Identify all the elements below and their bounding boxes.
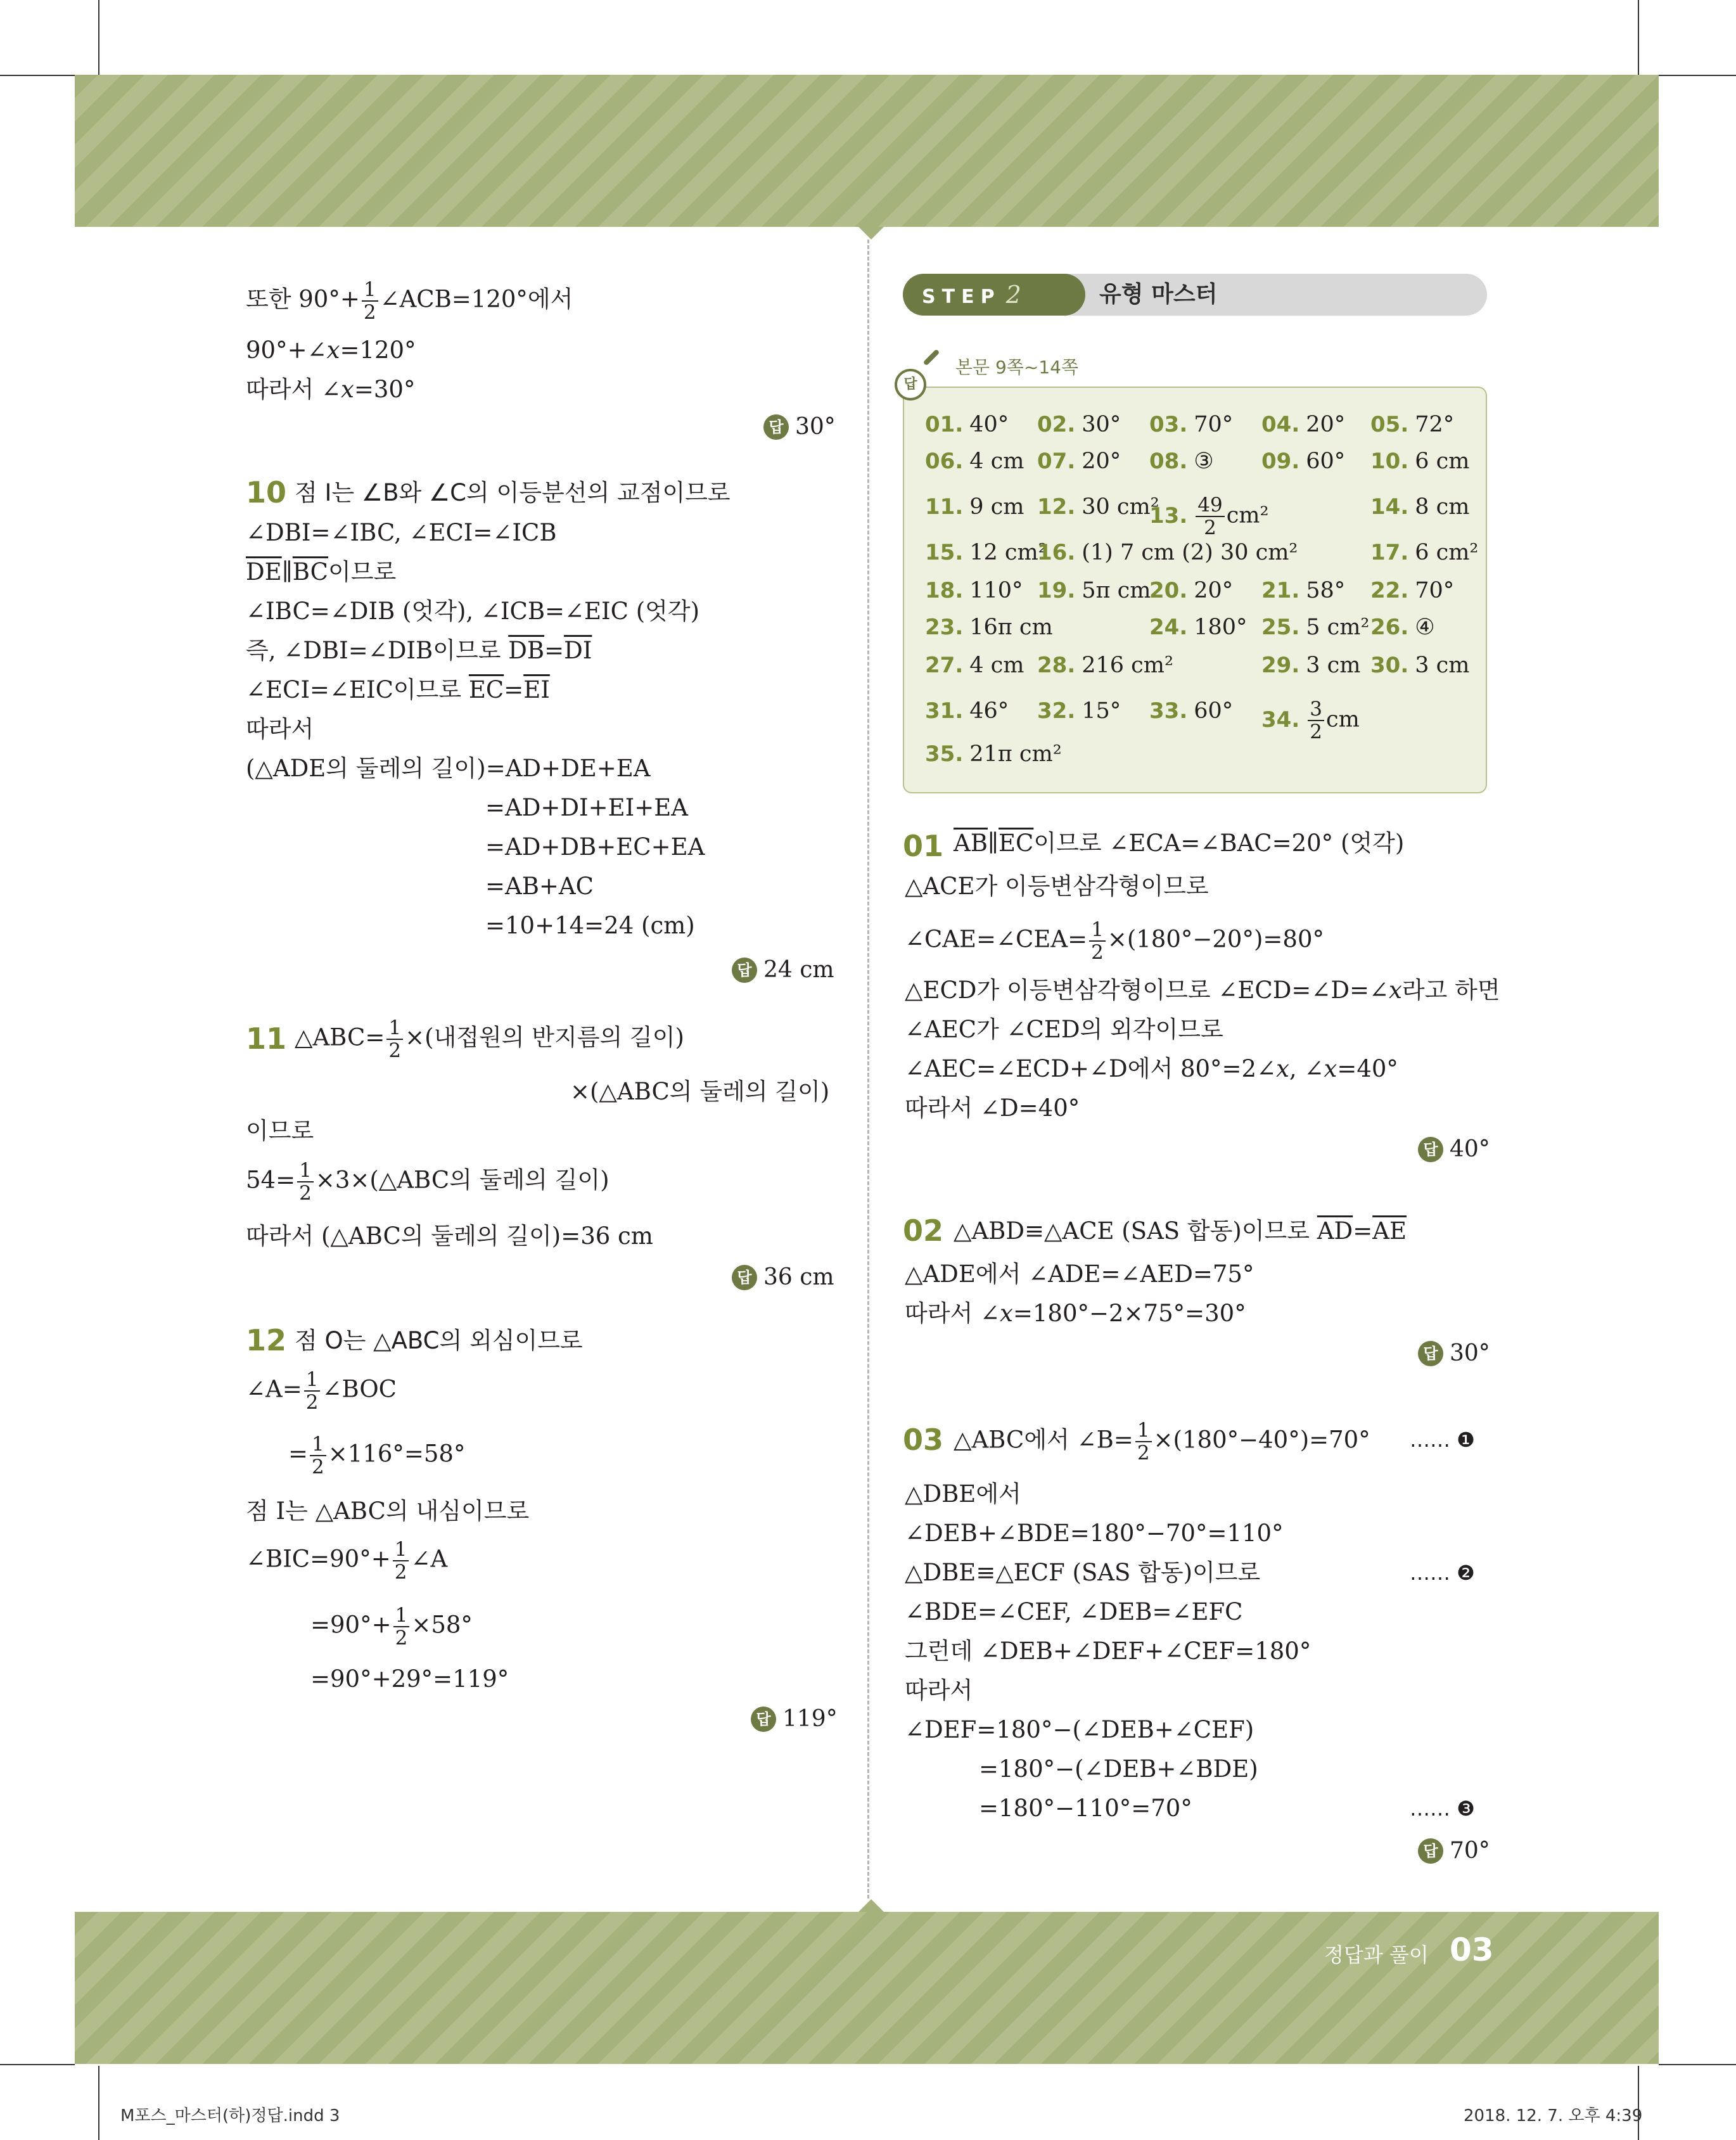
solution-line: 즉, ∠DBI=∠DIB이므로 $\overline{DB}=\overline{DI}$ bbox=[246, 637, 592, 664]
answer-item: 14. 8 cm bbox=[1370, 494, 1470, 520]
solution-line: ∠A= $\frac{1}{2}$ ∠BOC bbox=[246, 1368, 397, 1414]
solution-line: △ADE에서 ∠ADE=∠AED=75° bbox=[905, 1260, 1254, 1288]
answer-item: 03. 70° bbox=[1149, 412, 1234, 437]
answer-badge-icon: 답 bbox=[1418, 1838, 1443, 1864]
solution-line: ∠AEC=∠ECD+∠D에서 80°=2∠𝑥, ∠𝑥=40° bbox=[905, 1055, 1398, 1082]
solution-line: △ABD≡△ACE (SAS 합동)이므로 $\overline{AD}=\overline{AE}$ bbox=[954, 1217, 1407, 1245]
fraction: $\frac{1}{2}$ bbox=[393, 1539, 409, 1583]
solution-line: 그런데 ∠DEB+∠DEF+∠CEF=180° bbox=[905, 1637, 1312, 1665]
answer-mark: 답 36 cm bbox=[732, 1264, 834, 1290]
solution-line: = $\frac{1}{2}$ ×116°=58° bbox=[288, 1433, 466, 1479]
solution-line: $\overline{DE}\parallel\overline{BC}$이므로 bbox=[246, 558, 397, 586]
step-header bbox=[903, 274, 1487, 316]
answer-item: 04. 20° bbox=[1261, 412, 1346, 437]
answer-item: 23. 16π cm bbox=[925, 615, 1053, 640]
answer-mark: 답 70° bbox=[1418, 1838, 1490, 1864]
answer-item: 21. 58° bbox=[1261, 578, 1346, 603]
solution-line: 따라서 ∠D=40° bbox=[905, 1094, 1080, 1122]
solution-line: ∠ECI=∠EIC이므로 $\overline{EC}=\overline{EI}$ bbox=[246, 676, 550, 703]
problem-number: 03 bbox=[903, 1423, 944, 1457]
solution-line: ∠DEF=180°−(∠DEB+∠CEF) bbox=[905, 1716, 1254, 1743]
solution-line: ∠DBI=∠IBC, ∠ECI=∠ICB bbox=[246, 519, 557, 546]
answer-item: 34. $\frac{3}{2}$ cm bbox=[1261, 698, 1360, 744]
solution-line: =90°+ $\frac{1}{2}$ ×58° bbox=[310, 1604, 473, 1650]
answer-item: 15. 12 cm² bbox=[925, 540, 1047, 565]
answer-mark: 답 119° bbox=[751, 1706, 838, 1732]
solution-line: =AB+AC bbox=[485, 873, 594, 900]
answer-mark: 답 30° bbox=[763, 414, 836, 440]
solution-line: =180°−110°=70° bbox=[979, 1795, 1192, 1822]
problem-number: 12 bbox=[246, 1323, 287, 1357]
answer-item: 01. 40° bbox=[925, 412, 1009, 437]
solution-line: ∠BDE=∠CEF, ∠DEB=∠EFC bbox=[905, 1598, 1243, 1625]
solution-line: ∠BIC=90°+ $\frac{1}{2}$ ∠A bbox=[246, 1538, 448, 1584]
crop-mark bbox=[1659, 75, 1736, 76]
answer-item: 28. 216 cm² bbox=[1037, 653, 1173, 678]
fraction: $\frac{1}{2}$ bbox=[297, 1160, 314, 1204]
solution-line: =AD+DB+EC+EA bbox=[485, 833, 705, 861]
solution-line: (△ADE의 둘레의 길이)=AD+DE+EA bbox=[246, 755, 651, 782]
answer-item: 05. 72° bbox=[1370, 412, 1455, 437]
solution-line: ∠CAE=∠CEA= $\frac{1}{2}$ ×(180°−20°)=80° bbox=[905, 918, 1324, 964]
solution-line: =AD+DI+EI+EA bbox=[485, 794, 689, 821]
answer-item: 30. 3 cm bbox=[1370, 653, 1470, 678]
solution-line: =180°−(∠DEB+∠BDE) bbox=[979, 1755, 1258, 1783]
solution-line: 점 I는 △ABC의 내심이므로 bbox=[246, 1497, 530, 1525]
answer-item: 07. 20° bbox=[1037, 449, 1121, 474]
answer-item: 10. 6 cm bbox=[1370, 449, 1470, 474]
fraction: $\frac{1}{2}$ bbox=[362, 279, 378, 323]
solution-line: 54= $\frac{1}{2}$ ×3×(△ABC의 둘레의 길이) bbox=[246, 1159, 610, 1205]
crop-mark bbox=[0, 2064, 75, 2065]
footer-label: 정답과 풀이 bbox=[1324, 1943, 1429, 1967]
crop-mark bbox=[1638, 0, 1639, 75]
answer-badge-icon: 답 bbox=[732, 958, 757, 983]
solution-line: ∠AEC가 ∠CED의 외각이므로 bbox=[905, 1016, 1223, 1043]
crop-mark bbox=[0, 75, 75, 76]
answer-item: 11. 9 cm bbox=[925, 494, 1024, 520]
bottom-footer-band bbox=[75, 1912, 1659, 2064]
solution-line: 따라서 bbox=[246, 715, 314, 743]
fraction: $\frac{1}{2}$ bbox=[1089, 919, 1106, 963]
file-slug: M포스_마스터(하)정답.indd 3 bbox=[120, 2106, 340, 2125]
answer-mark: 답 24 cm bbox=[732, 957, 834, 983]
solution-line: ∠DEB+∠BDE=180°−70°=110° bbox=[905, 1520, 1284, 1547]
print-timestamp: 2018. 12. 7. 오후 4:39 bbox=[1464, 2106, 1643, 2125]
top-notch bbox=[858, 227, 884, 240]
solution-line: 90°+∠𝑥=120° bbox=[246, 336, 416, 364]
fraction: $\frac{1}{2}$ bbox=[386, 1017, 403, 1061]
answer-item: 27. 4 cm bbox=[925, 653, 1024, 678]
problem-text: 점 O는 △ABC의 외심이므로 bbox=[295, 1327, 583, 1354]
solution-line: 따라서 bbox=[905, 1677, 973, 1704]
step-marker: …… ❷ bbox=[1410, 1561, 1475, 1585]
answer-magnifier-icon: 답 bbox=[895, 369, 926, 400]
problem-text: 점 I는 ∠B와 ∠C의 이등분선의 교점이므로 bbox=[295, 479, 731, 506]
solution-line: △DBE에서 bbox=[905, 1480, 1021, 1508]
solution-line: 따라서 ∠𝑥=180°−2×75°=30° bbox=[905, 1300, 1246, 1327]
problem-number: 11 bbox=[246, 1022, 287, 1056]
problem-number: 02 bbox=[903, 1214, 944, 1248]
answer-item: 26. ④ bbox=[1370, 615, 1435, 640]
fraction: $\frac{3}{2}$ bbox=[1308, 698, 1324, 743]
step-marker: …… ❸ bbox=[1410, 1797, 1475, 1821]
solution-line: △ABC= $\frac{1}{2}$ ×(내접원의 반지름의 길이) bbox=[295, 1016, 684, 1063]
step-title: 유형 마스터 bbox=[1099, 281, 1218, 307]
crop-mark bbox=[98, 2066, 99, 2140]
answer-item: 17. 6 cm² bbox=[1370, 540, 1479, 565]
answer-item: 33. 60° bbox=[1149, 698, 1234, 724]
answer-item: 25. 5 cm² bbox=[1261, 615, 1370, 640]
answer-item: 29. 3 cm bbox=[1261, 653, 1361, 678]
step-marker: …… ❶ bbox=[1410, 1428, 1475, 1452]
solution-line: △ACE가 이등변삼각형이므로 bbox=[905, 873, 1209, 900]
solution-line: 또한 90°+ $\frac{1}{2}$ ∠ACB=120°에서 bbox=[246, 278, 573, 324]
step-pill: STEP 2 bbox=[903, 274, 1085, 316]
solution-line: ×(△ABC의 둘레의 길이) bbox=[570, 1078, 830, 1105]
crop-mark bbox=[1659, 2064, 1736, 2065]
answer-badge-icon: 답 bbox=[1418, 1137, 1443, 1162]
solution-line: 따라서 ∠𝑥=30° bbox=[246, 376, 416, 403]
answer-badge-icon: 답 bbox=[751, 1707, 776, 1732]
answer-item: 20. 20° bbox=[1149, 578, 1234, 603]
answer-mark: 답 30° bbox=[1418, 1340, 1490, 1366]
crop-mark bbox=[98, 0, 99, 75]
problem-number: 10 bbox=[246, 475, 287, 509]
solution-line: $\overline{AB}\parallel\overline{EC}$이므로 ∠ECA=∠BAC=20° (엇각) bbox=[954, 830, 1405, 857]
answer-item: 31. 46° bbox=[925, 698, 1009, 724]
answer-item: 16. (1) 7 cm (2) 30 cm² bbox=[1037, 540, 1298, 565]
solution-line: ∠IBC=∠DIB (엇각), ∠ICB=∠EIC (엇각) bbox=[246, 598, 700, 625]
page-number: 03 bbox=[1450, 1932, 1494, 1968]
solution-line: △DBE≡△ECF (SAS 합동)이므로 bbox=[905, 1559, 1261, 1586]
answer-item: 35. 21π cm² bbox=[925, 741, 1062, 767]
answer-item: 08. ③ bbox=[1149, 449, 1214, 474]
top-header-band bbox=[75, 75, 1659, 227]
answer-badge-icon: 답 bbox=[732, 1265, 757, 1290]
answer-item: 09. 60° bbox=[1261, 449, 1346, 474]
answer-item: 32. 15° bbox=[1037, 698, 1121, 724]
answer-mark: 답 40° bbox=[1418, 1136, 1490, 1162]
answer-item: 22. 70° bbox=[1370, 578, 1455, 603]
column-divider bbox=[867, 240, 869, 1899]
answer-item: 13. $\frac{49}{2}$ cm² bbox=[1149, 494, 1269, 540]
magnifier-handle-icon bbox=[923, 349, 940, 366]
answer-badge-icon: 답 bbox=[1418, 1341, 1443, 1366]
fraction: $\frac{1}{2}$ bbox=[393, 1605, 410, 1649]
solution-line: =90°+29°=119° bbox=[310, 1665, 509, 1693]
fraction: $\frac{1}{2}$ bbox=[1135, 1419, 1152, 1464]
answer-item: 19. 5π cm bbox=[1037, 578, 1151, 603]
solution-line: △ABC에서 ∠B= $\frac{1}{2}$ ×(180°−40°)=70° bbox=[954, 1419, 1370, 1465]
fraction: $\frac{1}{2}$ bbox=[310, 1433, 326, 1478]
answer-item: 18. 110° bbox=[925, 578, 1023, 603]
bottom-notch bbox=[858, 1899, 884, 1912]
answer-item: 02. 30° bbox=[1037, 412, 1121, 437]
solution-line: 이므로 bbox=[246, 1117, 314, 1144]
solution-line: 따라서 (△ABC의 둘레의 길이)=36 cm bbox=[246, 1222, 653, 1250]
solution-line: =10+14=24 (cm) bbox=[485, 912, 695, 939]
answer-item: 06. 4 cm bbox=[925, 449, 1024, 474]
fraction: $\frac{1}{2}$ bbox=[304, 1369, 321, 1413]
answer-item: 12. 30 cm² bbox=[1037, 494, 1159, 520]
fraction: $\frac{49}{2}$ bbox=[1196, 494, 1224, 539]
solution-line: △ECD가 이등변삼각형이므로 ∠ECD=∠D=∠𝑥라고 하면 bbox=[905, 977, 1500, 1004]
answer-badge-icon: 답 bbox=[763, 414, 789, 440]
page-reference: 본문 9쪽~14쪽 bbox=[955, 357, 1078, 378]
answer-item: 24. 180° bbox=[1149, 615, 1248, 640]
problem-number: 01 bbox=[903, 829, 944, 863]
